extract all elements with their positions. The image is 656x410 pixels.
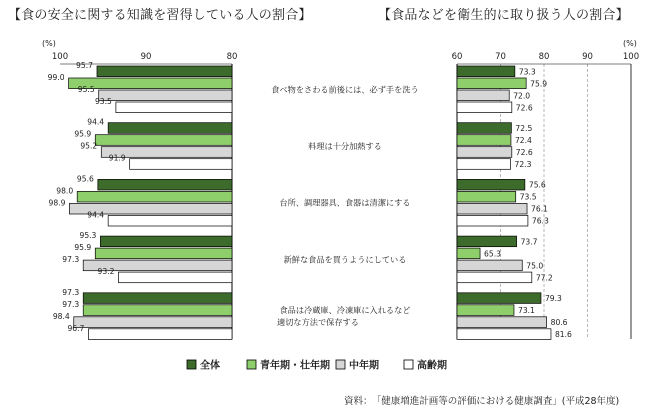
left-bar-value-label: 95.9	[74, 243, 92, 253]
right-bar-value-label: 76.3	[531, 216, 549, 226]
left-axis-tick-label: 100	[51, 52, 69, 62]
left-axis-tick-label: 90	[140, 52, 152, 62]
left-chart-title: 【食の安全に関する知識を習得している人の割合】	[8, 8, 312, 23]
right-bar	[457, 215, 528, 226]
left-bar-value-label: 94.4	[87, 117, 105, 127]
right-bar	[457, 329, 551, 340]
right-bar-value-label: 73.3	[518, 67, 536, 77]
left-bar	[99, 90, 232, 101]
left-bar	[88, 329, 232, 340]
right-bar	[457, 179, 525, 190]
left-bar-value-label: 94.4	[87, 210, 105, 220]
legend-swatch	[247, 360, 256, 369]
right-bar	[457, 159, 511, 170]
left-bar-value-label: 95.5	[77, 85, 95, 94]
left-bar-value-label: 95.7	[76, 61, 93, 70]
left-bar-value-label: 98.4	[52, 311, 70, 321]
category-label: 食品は冷蔵庫、冷凍庫に入れるなど	[279, 305, 411, 316]
right-bar	[457, 248, 480, 259]
legend-label: 中年期	[349, 360, 379, 372]
left-bar-value-label: 91.9	[108, 153, 126, 163]
right-bar	[457, 90, 509, 101]
right-bar-value-label: 73.7	[520, 237, 538, 247]
category-label: 新鮮な食品を買うようにしている	[283, 254, 407, 265]
right-bar-value-label: 77.2	[535, 273, 553, 283]
right-axis-tick-label: 90	[582, 52, 593, 62]
source-note	[344, 393, 619, 407]
right-bar	[457, 123, 511, 134]
right-bar-value-label: 72.6	[515, 148, 533, 157]
right-bar-value-label: 72.5	[515, 124, 533, 133]
right-bar-value-label: 80.6	[550, 318, 568, 328]
right-bar-value-label: 72.6	[515, 103, 533, 113]
right-chart-title: 【食品などを衛生的に取り扱う人の割合】	[378, 8, 629, 23]
left-bar	[77, 191, 232, 202]
left-axis-tick-label: 80	[226, 52, 238, 62]
left-bar	[100, 236, 232, 247]
right-bar	[457, 102, 512, 113]
legend-swatch	[187, 360, 196, 369]
legend-swatch	[404, 360, 413, 369]
right-bar-value-label: 65.3	[484, 249, 501, 259]
left-bar-value-label: 98.9	[48, 198, 66, 208]
left-bar-value-label: 95.2	[80, 141, 98, 151]
left-bar	[118, 272, 232, 283]
right-bar-value-label: 76.1	[531, 204, 548, 214]
left-bar	[108, 123, 232, 134]
right-bar	[457, 135, 511, 146]
left-bar-value-label: 97.3	[62, 255, 80, 265]
left-bar-value-label: 98.0	[56, 186, 74, 196]
legend-swatch	[336, 360, 345, 369]
right-axis-tick-label: 70	[495, 52, 506, 62]
left-bar-value-label: 93.5	[94, 97, 112, 106]
right-bar-value-label: 72.0	[513, 91, 531, 101]
right-bar	[457, 305, 514, 316]
left-bar-value-label: 95.6	[76, 174, 94, 184]
right-bar	[457, 317, 547, 328]
right-bar-value-label: 75.0	[526, 261, 544, 271]
category-label: 食べ物をさわる前後には、必ず手を洗う	[271, 84, 419, 95]
right-bar	[457, 203, 527, 214]
right-bar-value-label: 75.6	[528, 180, 546, 190]
left-bar-value-label: 95.9	[74, 129, 92, 139]
left-bar	[83, 305, 232, 316]
right-axis-unit: (%)	[623, 39, 637, 48]
left-bar-value-label: 97.3	[62, 287, 80, 297]
right-bar-value-label: 79.3	[544, 294, 562, 304]
source-text: 「健康増進計画等の評価における健康調査」(平成28年度)	[376, 396, 620, 407]
legend-label: 高齢期	[417, 360, 447, 372]
right-bar	[457, 66, 515, 77]
left-bar	[108, 215, 232, 226]
left-bar	[95, 248, 232, 259]
right-bar	[457, 260, 522, 271]
left-bar-value-label: 95.3	[79, 231, 97, 241]
legend-label: 青年期・壮年期	[260, 360, 330, 372]
right-axis-tick-label: 100	[622, 52, 640, 62]
right-bar	[457, 147, 512, 158]
right-bar-value-label: 75.9	[530, 79, 548, 89]
source-prefix: 資料：	[344, 396, 373, 407]
right-bar-value-label: 81.6	[554, 330, 572, 340]
right-bar-value-label: 73.1	[517, 306, 535, 316]
left-bar-value-label: 99.0	[47, 73, 65, 82]
left-bar-value-label: 93.2	[97, 267, 115, 277]
legend-label: 全体	[200, 360, 220, 372]
left-bar	[95, 135, 232, 146]
right-bar	[457, 191, 516, 202]
left-bar-value-label: 96.7	[67, 323, 85, 333]
left-bar	[97, 66, 232, 77]
right-axis-tick-label: 80	[538, 52, 550, 62]
left-bar	[83, 293, 232, 304]
right-bar	[457, 272, 532, 283]
right-bar-value-label: 73.5	[519, 192, 537, 202]
left-bar	[74, 317, 232, 328]
left-axis-unit: (%)	[42, 39, 56, 48]
right-bar-value-label: 72.3	[514, 160, 532, 169]
left-bar	[116, 102, 232, 113]
category-label-line2: 適切な方法で保存する	[277, 317, 359, 328]
category-label: 台所、調理器具、食器は清潔にする	[279, 197, 411, 208]
right-bar	[457, 236, 517, 247]
left-bar-value-label: 97.3	[62, 299, 80, 309]
right-axis-tick-label: 60	[451, 52, 463, 62]
left-bar	[130, 159, 232, 170]
right-bar	[457, 78, 526, 89]
right-bar	[457, 293, 541, 304]
right-bar-value-label: 72.4	[514, 136, 532, 145]
left-bar	[98, 179, 232, 190]
category-label: 料理は十分加熱する	[308, 141, 382, 151]
